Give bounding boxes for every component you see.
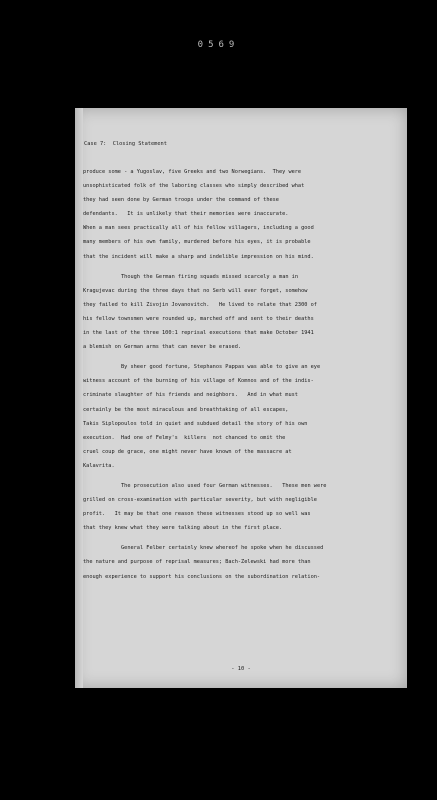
text-line: his fellow townsmen were rounded up, marched off and sent to their deaths	[83, 315, 314, 322]
text-line: criminate slaughter of his friends and neighbors. And in what must	[83, 392, 298, 399]
text-line: defendants. It is unlikely that their memories were inaccurate.	[83, 211, 289, 218]
text-line: unsophisticated folk of the laboring classes who simply described what	[83, 183, 305, 190]
text-line: certainly be the most miraculous and breathtaking of all escapes,	[83, 406, 289, 413]
text-line: Kalavrita.	[83, 462, 115, 469]
document-page	[75, 108, 407, 688]
page-number: - 10 -	[231, 666, 251, 672]
text-line: profit. It may be that one reason these witnesses stood up so well was	[83, 511, 311, 518]
text-line: a blemish on German arms that can never be erased.	[83, 344, 242, 351]
document-body	[83, 165, 391, 584]
text-line: cruel coup de grace, one might never have known of the massacre at	[83, 448, 292, 455]
text-line: witness account of the burning of his village of Komnos and of the indis-	[83, 378, 314, 385]
text-line: Takis Siplopoulos told in quiet and subdued detail the story of his own	[83, 420, 308, 427]
text-line: Though the German firing squads missed scarcely a man in	[121, 273, 299, 280]
text-line: produce some - a Yugoslav, five Greeks and two Norwegians. They were	[83, 169, 302, 175]
text-line: many members of his own family, murdered before his eyes, it is probable	[83, 239, 311, 246]
case-header: Case 7: Closing Statement	[84, 141, 167, 147]
text-line: the nature and purpose of reprisal measures; Bach-Zelewski had more than	[83, 559, 311, 566]
text-line: in the last of the three 100:1 reprisal executions that make October 1941	[83, 330, 314, 337]
text-line: When a man sees practically all of his fellow villagers, including a good	[83, 225, 314, 232]
text-line: grilled on cross-examination with particular severity, but with negligible	[83, 497, 317, 504]
text-line: they had seen done by German troops under the command of these	[83, 197, 279, 204]
text-line: By sheer good fortune, Stephanos Pappas was able to give an eye	[121, 364, 321, 371]
text-line: execution. Had one of Felmy's killers not chanced to omit the	[83, 434, 286, 441]
frame-number: 0569	[197, 40, 240, 50]
text-line: General Felber certainly knew whereof he spoke when he discussed	[121, 545, 324, 552]
text-line: that the incident will make a sharp and indelible impression on his mind.	[83, 253, 314, 260]
text-line: The prosecution also used four German witnesses. These men were	[121, 482, 327, 489]
text-line: they failed to kill Zivojin Jovanovitch. He lived to relate that 2300 of	[83, 301, 317, 308]
text-line: enough experience to support his conclusions on the subordination relation-	[83, 573, 321, 580]
text-line: Kragujevac during the three days that no Serb will ever forget, somehow	[83, 287, 308, 294]
text-line: that they knew what they were talking about in the first place.	[83, 525, 283, 532]
